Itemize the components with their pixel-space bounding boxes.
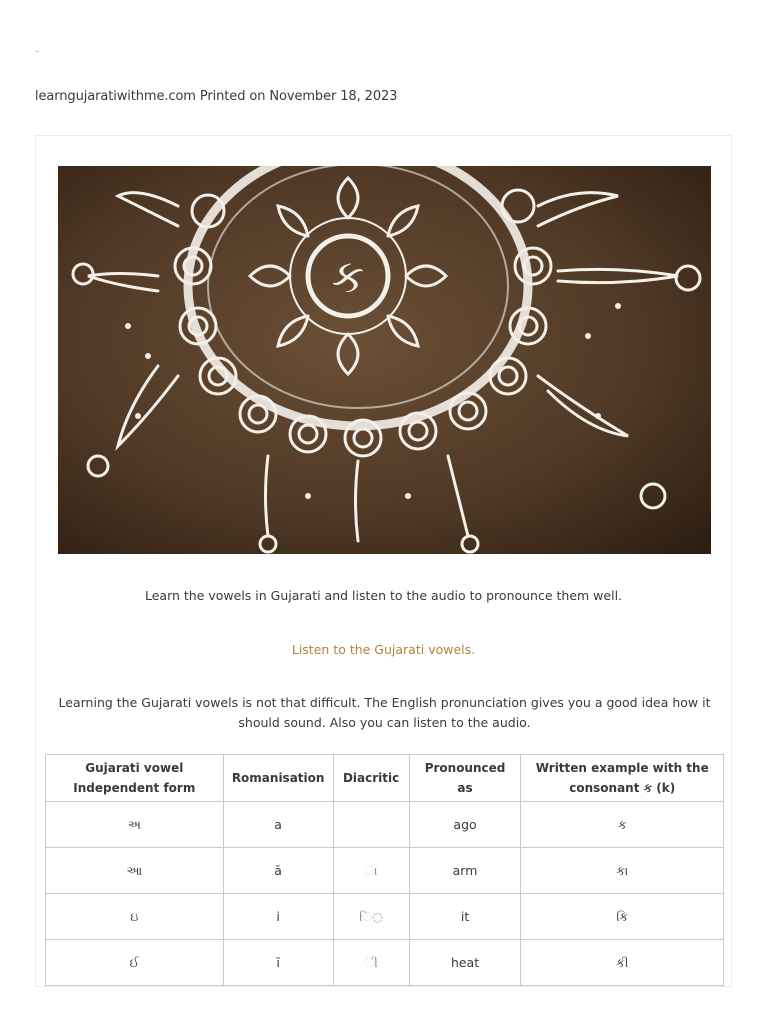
print-header: learngujaratiwithme.com Printed on November 18, 2023 bbox=[35, 89, 398, 104]
pronounced-cell: arm bbox=[409, 848, 521, 894]
table-row bbox=[46, 940, 724, 986]
rangoli-illustration bbox=[58, 166, 711, 554]
romanisation-cell: ā bbox=[223, 848, 333, 894]
header-pronounced: Pronounced as bbox=[409, 755, 521, 802]
table-row bbox=[46, 802, 724, 848]
pronounced-cell: it bbox=[409, 894, 521, 940]
article-card bbox=[35, 135, 732, 987]
pronounced-cell: ago bbox=[409, 802, 521, 848]
example-cell: કિ bbox=[521, 894, 724, 940]
romanisation-cell: ī bbox=[223, 940, 333, 986]
table-header-row bbox=[46, 755, 724, 802]
romanisation-cell: a bbox=[223, 802, 333, 848]
romanisation-cell: i bbox=[223, 894, 333, 940]
example-cell: ક bbox=[521, 802, 724, 848]
description-paragraph: Learning the Gujarati vowels is not that difficult. The English pronunciation gives you a good idea how it should sound. Also you can listen to the audio. bbox=[58, 695, 711, 730]
vowel-cell: ઈ bbox=[46, 940, 224, 986]
table-row bbox=[46, 894, 724, 940]
top-divider-mark bbox=[35, 51, 39, 52]
diacritic-cell: ◌ી bbox=[333, 940, 409, 986]
hero-image bbox=[58, 166, 711, 554]
listen-audio-link[interactable]: Listen to the Gujarati vowels. bbox=[291, 642, 476, 657]
vowel-cell: ઇ bbox=[46, 894, 224, 940]
example-cell: કી bbox=[521, 940, 724, 986]
diacritic-cell: ◌ા bbox=[333, 848, 409, 894]
intro-text: Learn the vowels in Gujarati and listen to the audio to pronounce them well. bbox=[144, 588, 623, 603]
table-row bbox=[46, 848, 724, 894]
example-cell: કા bbox=[521, 848, 724, 894]
rangoli-center-glyph: ક bbox=[331, 249, 365, 303]
diacritic-cell: િ◌ bbox=[333, 894, 409, 940]
header-example: Written example with the consonant ક (k) bbox=[521, 755, 724, 802]
header-romanisation: Romanisation bbox=[223, 755, 333, 802]
vowels-table bbox=[45, 754, 724, 986]
diacritic-cell bbox=[333, 802, 409, 848]
header-independent-form: Gujarati vowel Independent form bbox=[46, 755, 224, 802]
pronounced-cell: heat bbox=[409, 940, 521, 986]
header-diacritic: Diacritic bbox=[333, 755, 409, 802]
vowel-cell: આ bbox=[46, 848, 224, 894]
vowel-cell: અ bbox=[46, 802, 224, 848]
